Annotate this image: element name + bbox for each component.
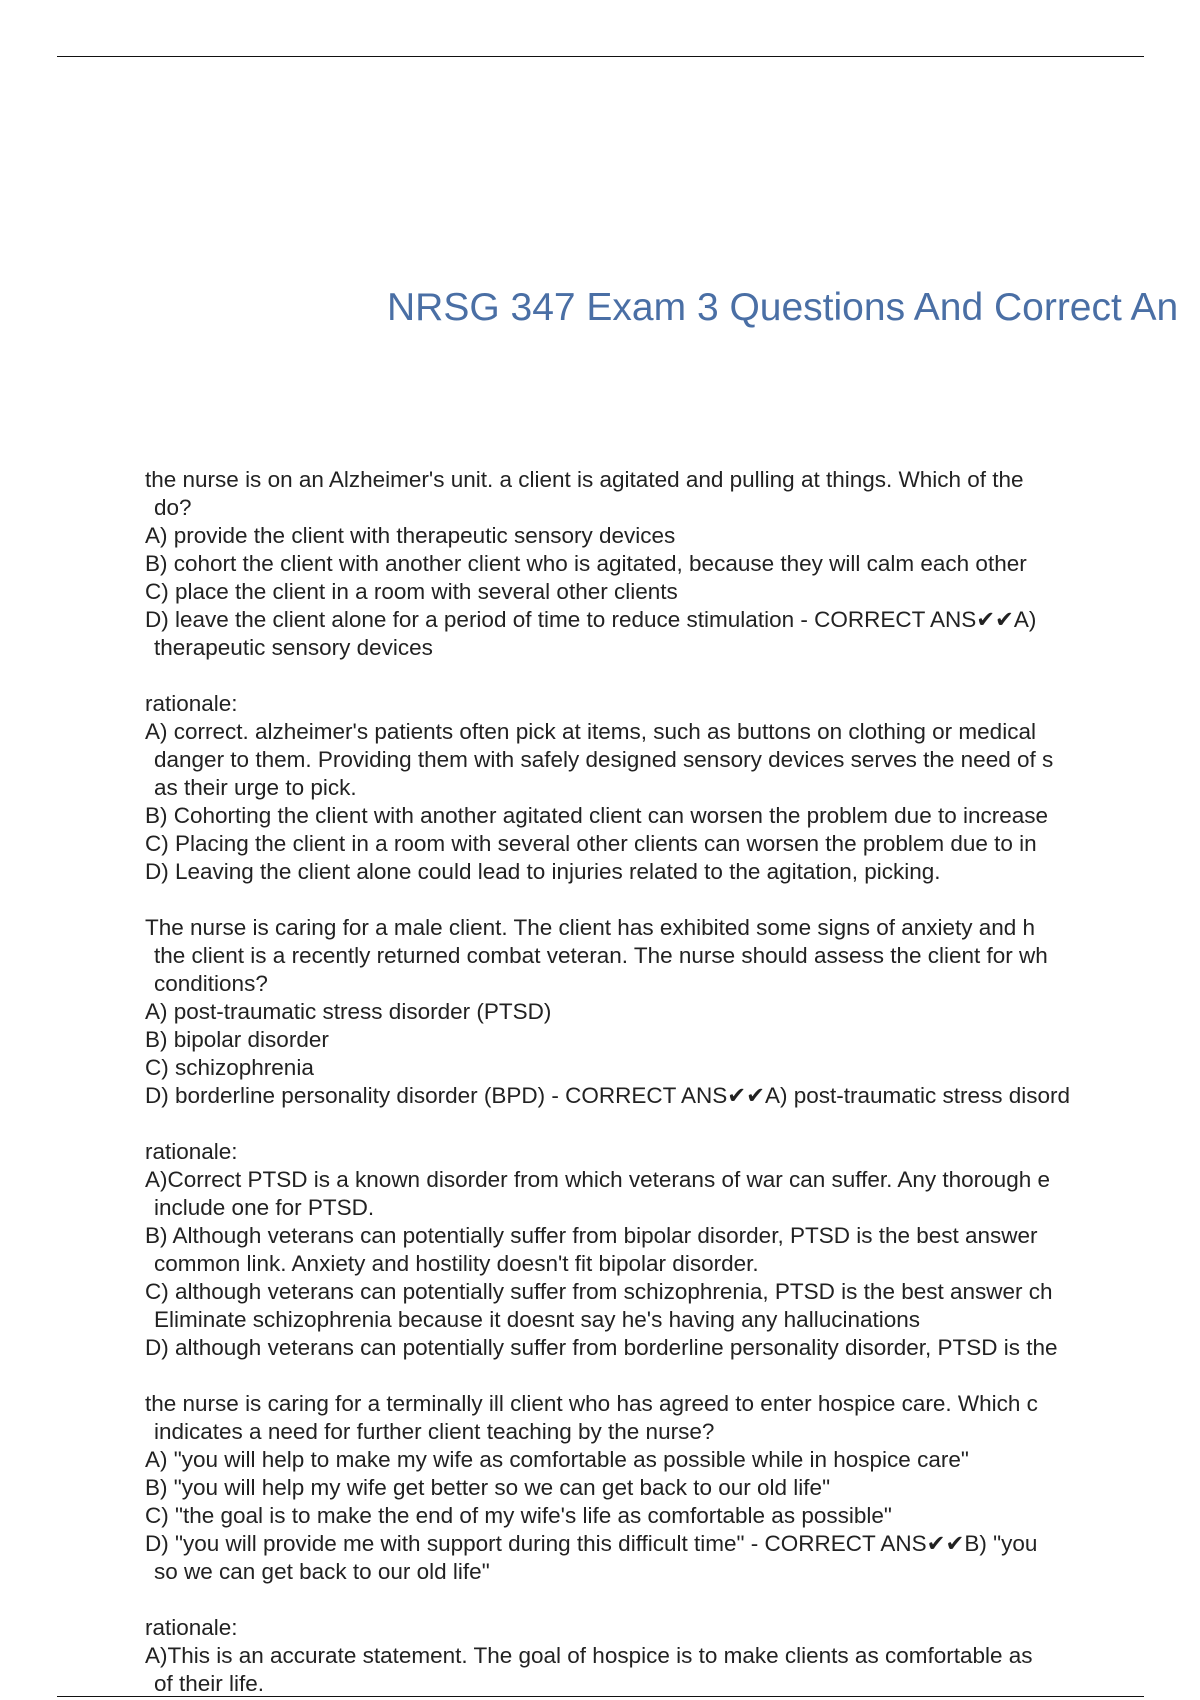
text-line: rationale: (145, 691, 238, 716)
text-line: D) although veterans can potentially suffer from borderline personality disorder, PTSD is the (145, 1335, 1058, 1360)
text-line: D) leave the client alone for a period of time to reduce stimulation - CORRECT ANS✔✔A) (145, 607, 1037, 632)
text-line-continuation: therapeutic sensory devices (154, 635, 433, 660)
text-line: B) bipolar disorder (145, 1027, 329, 1052)
text-line-continuation: danger to them. Providing them with safely designed sensory devices serves the need of s (154, 747, 1054, 772)
text-line: A) "you will help to make my wife as comfortable as possible while in hospice care" (145, 1447, 969, 1472)
text-line: D) Leaving the client alone could lead to injuries related to the agitation, picking. (145, 859, 941, 884)
text-line: C) although veterans can potentially suffer from schizophrenia, PTSD is the best answer ch (145, 1279, 1053, 1304)
text-line: C) place the client in a room with several other clients (145, 579, 678, 604)
text-line: B) "you will help my wife get better so we can get back to our old life" (145, 1475, 831, 1500)
text-line-continuation: as their urge to pick. (154, 775, 357, 800)
top-rule (57, 56, 1144, 57)
text-line: A) correct. alzheimer's patients often pick at items, such as buttons on clothing or medical (145, 719, 1036, 744)
text-line: D) borderline personality disorder (BPD) - CORRECT ANS✔✔A) post-traumatic stress disord (145, 1083, 1071, 1108)
text-line-continuation: so we can get back to our old life" (154, 1559, 490, 1584)
document-body (145, 466, 1200, 1698)
text-line-continuation: do? (154, 495, 192, 520)
paragraph-gap (145, 886, 1200, 914)
bottom-rule (57, 1696, 1144, 1697)
paragraph-gap (145, 1110, 1200, 1138)
document-title: NRSG 347 Exam 3 Questions And Correct An (387, 286, 1179, 329)
text-line: A)This is an accurate statement. The goal of hospice is to make clients as comfortable as (145, 1643, 1033, 1668)
paragraph-gap (145, 1586, 1200, 1614)
text-line: A) provide the client with therapeutic sensory devices (145, 523, 676, 548)
text-line: C) "the goal is to make the end of my wife's life as comfortable as possible" (145, 1503, 892, 1528)
text-line: B) Cohorting the client with another agitated client can worsen the problem due to increase (145, 803, 1049, 828)
text-line-continuation: of their life. (154, 1671, 265, 1696)
text-line-continuation: Eliminate schizophrenia because it doesnt say he's having any hallucinations (154, 1307, 921, 1332)
text-line: B) cohort the client with another client who is agitated, because they will calm each other (145, 551, 1027, 576)
text-line: A)Correct PTSD is a known disorder from which veterans of war can suffer. Any thorough e (145, 1167, 1050, 1192)
text-line: B) Although veterans can potentially suffer from bipolar disorder, PTSD is the best answer (145, 1223, 1038, 1248)
text-line-continuation: conditions? (154, 971, 268, 996)
paragraph-gap (145, 1362, 1200, 1390)
text-line-continuation: common link. Anxiety and hostility doesn't fit bipolar disorder. (154, 1251, 759, 1276)
paragraph-gap (145, 662, 1200, 690)
text-line-continuation: indicates a need for further client teaching by the nurse? (154, 1419, 715, 1444)
text-line: C) Placing the client in a room with several other clients can worsen the problem due to in (145, 831, 1037, 856)
text-line: the nurse is on an Alzheimer's unit. a client is agitated and pulling at things. Which of the (145, 467, 1024, 492)
text-line: rationale: (145, 1615, 238, 1640)
text-line-continuation: include one for PTSD. (154, 1195, 375, 1220)
text-line: D) "you will provide me with support during this difficult time" - CORRECT ANS✔✔B) "you (145, 1531, 1038, 1556)
text-line-continuation: the client is a recently returned combat veteran. The nurse should assess the client for wh (154, 943, 1048, 968)
text-line: rationale: (145, 1139, 238, 1164)
text-line: The nurse is caring for a male client. The client has exhibited some signs of anxiety and h (145, 915, 1036, 940)
text-line: C) schizophrenia (145, 1055, 314, 1080)
text-line: A) post-traumatic stress disorder (PTSD) (145, 999, 552, 1024)
text-line: the nurse is caring for a terminally ill client who has agreed to enter hospice care. Which c (145, 1391, 1038, 1416)
